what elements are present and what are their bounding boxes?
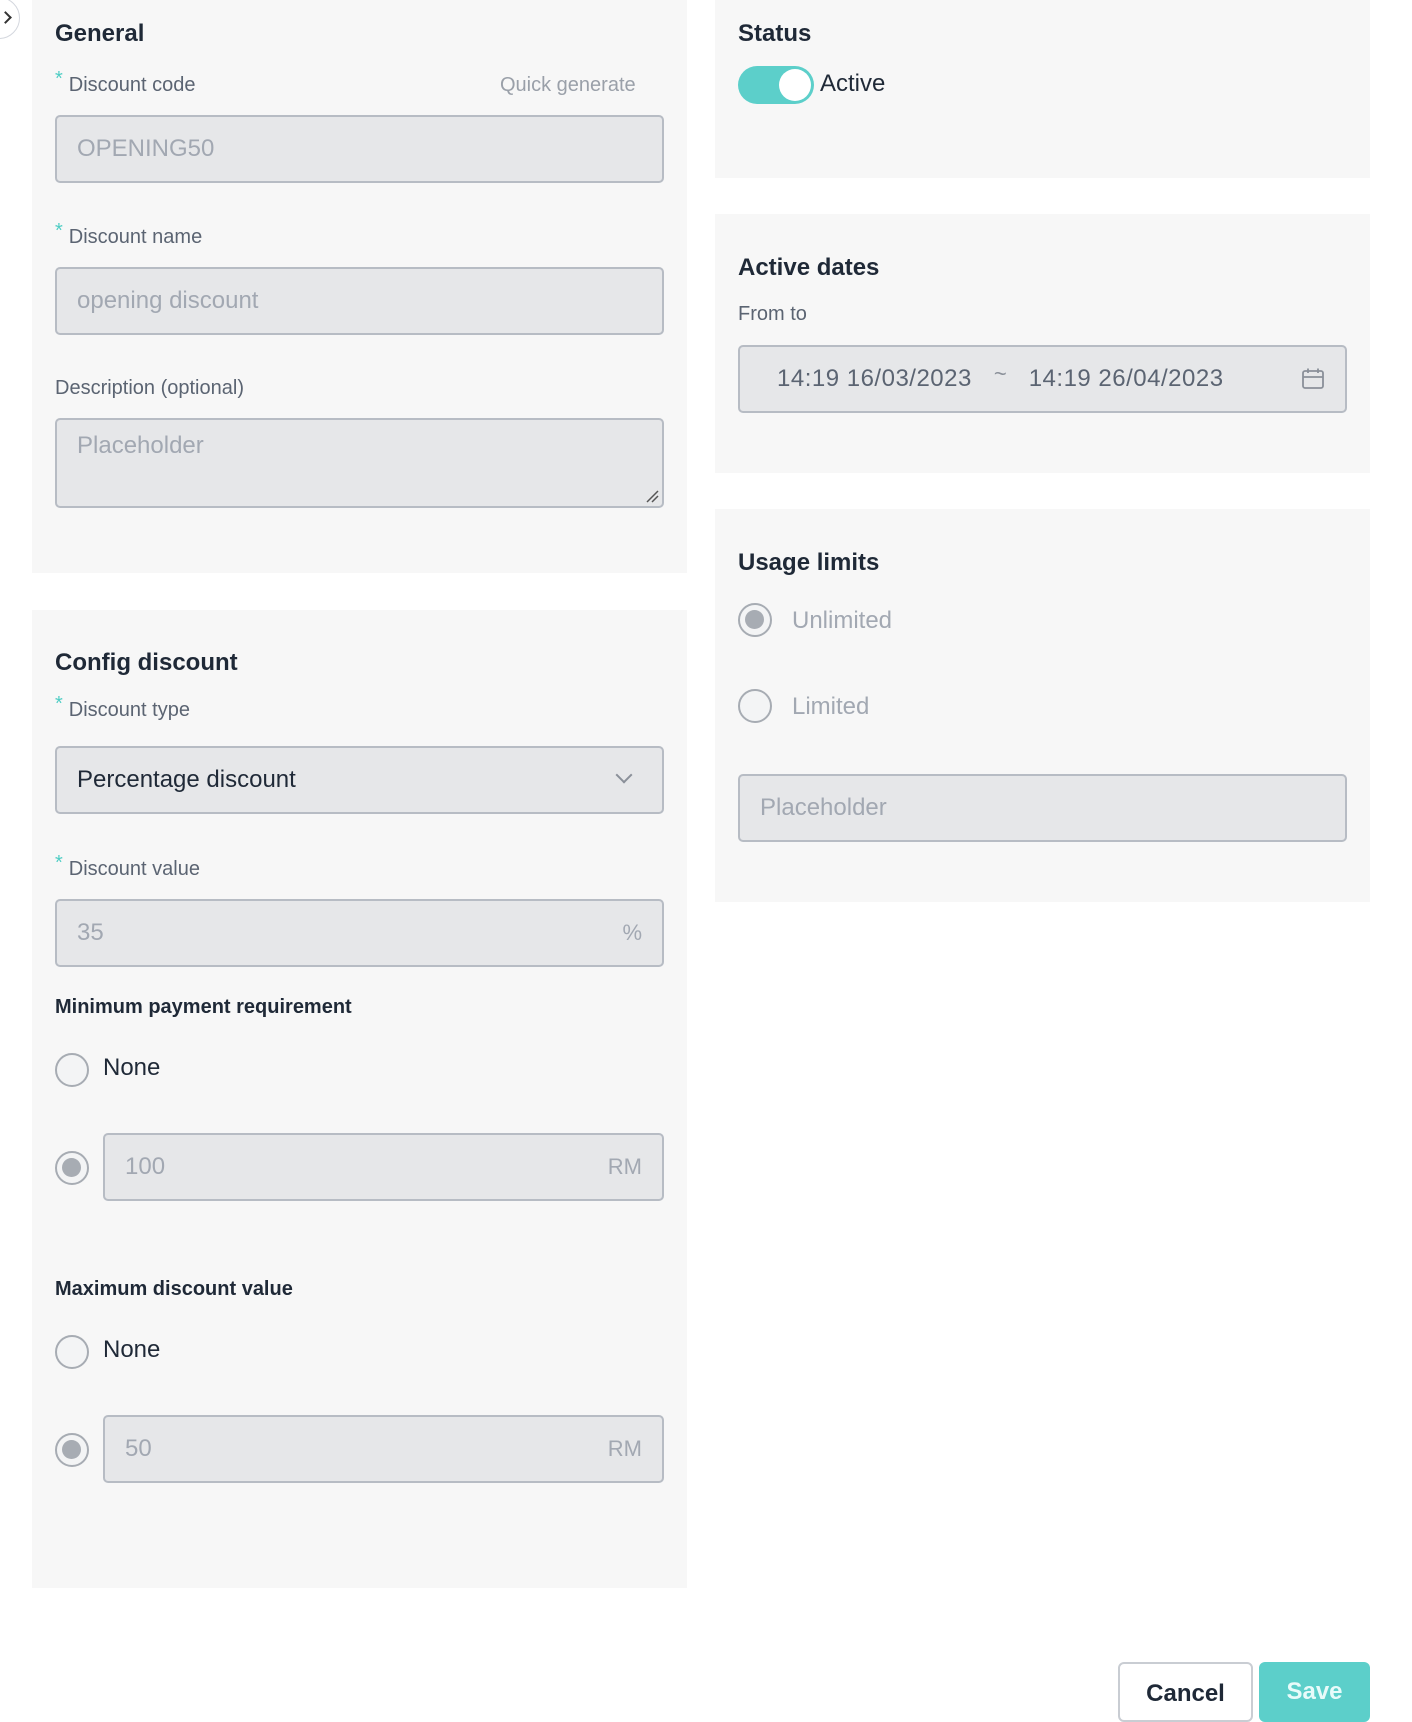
chevron-right-icon (0, 11, 12, 24)
min-payment-none-label: None (103, 1054, 161, 1081)
rm-suffix: RM (607, 1436, 642, 1461)
active-toggle-label: Active (820, 70, 886, 97)
max-discount-none-label: None (103, 1336, 161, 1363)
general-card (32, 0, 687, 573)
calendar-icon[interactable] (1301, 368, 1325, 390)
required-marker: * (55, 693, 63, 715)
discount-name-value: opening discount (77, 287, 259, 314)
config-discount-card (32, 610, 687, 1588)
discount-code-input[interactable] (55, 115, 664, 183)
active-dates-title: Active dates (738, 254, 880, 281)
usage-limits-card (715, 509, 1370, 902)
limited-label: Limited (792, 693, 870, 720)
discount-code-label: * Discount code (55, 68, 196, 96)
date-to[interactable]: 14:19 26/04/2023 (1028, 365, 1224, 392)
max-discount-amount-radio[interactable] (55, 1433, 89, 1467)
usage-limit-input[interactable] (738, 774, 1347, 842)
description-placeholder: Placeholder (77, 432, 204, 459)
min-payment-value: 100 (125, 1153, 166, 1180)
required-marker: * (55, 220, 63, 242)
discount-name-label: * Discount name (55, 220, 203, 248)
discount-code-value: OPENING50 (77, 135, 215, 162)
percent-suffix: % (622, 920, 642, 945)
discount-type-value: Percentage discount (77, 766, 296, 793)
quick-generate-link[interactable]: Quick generate (500, 74, 636, 96)
min-payment-amount-radio[interactable] (55, 1151, 89, 1185)
toggle-knob (779, 69, 811, 101)
max-discount-input[interactable] (103, 1415, 664, 1483)
description-textarea[interactable] (55, 418, 664, 508)
max-discount-value: 50 (125, 1435, 152, 1462)
date-from[interactable]: 14:19 16/03/2023 (777, 365, 972, 392)
save-button[interactable]: Save (1259, 1662, 1370, 1722)
back-button[interactable] (0, 0, 20, 39)
status-card (715, 0, 1370, 178)
unlimited-label: Unlimited (792, 607, 893, 634)
rm-suffix: RM (607, 1154, 642, 1179)
discount-type-select[interactable] (55, 746, 664, 814)
limited-radio[interactable] (738, 689, 772, 723)
date-separator: ~ (993, 361, 1007, 386)
unlimited-radio[interactable] (738, 603, 772, 637)
min-payment-input[interactable] (103, 1133, 664, 1201)
required-marker: * (55, 852, 63, 874)
min-payment-label: Minimum payment requirement (55, 996, 352, 1018)
max-discount-none-radio[interactable] (55, 1335, 89, 1369)
active-dates-card (715, 214, 1370, 473)
config-discount-title: Config discount (55, 649, 238, 676)
description-label: Description (optional) (55, 377, 244, 399)
status-title: Status (738, 20, 812, 47)
discount-name-input[interactable] (55, 267, 664, 335)
usage-limit-placeholder: Placeholder (760, 794, 887, 821)
discount-value-label: * Discount value (55, 852, 200, 880)
date-range-picker[interactable] (738, 345, 1347, 413)
general-title: General (55, 20, 145, 47)
discount-value-input[interactable] (55, 899, 664, 967)
discount-type-label: * Discount type (55, 693, 190, 721)
required-marker: * (55, 68, 63, 90)
active-toggle[interactable] (738, 66, 814, 104)
resize-grip-icon[interactable] (645, 489, 659, 503)
from-to-label: From to (738, 303, 807, 325)
min-payment-none-radio[interactable] (55, 1053, 89, 1087)
chevron-down-icon (616, 767, 633, 784)
cancel-button[interactable]: Cancel (1118, 1662, 1253, 1722)
max-discount-label: Maximum discount value (55, 1278, 293, 1300)
discount-value-value: 35 (77, 919, 104, 946)
usage-limits-title: Usage limits (738, 549, 880, 576)
